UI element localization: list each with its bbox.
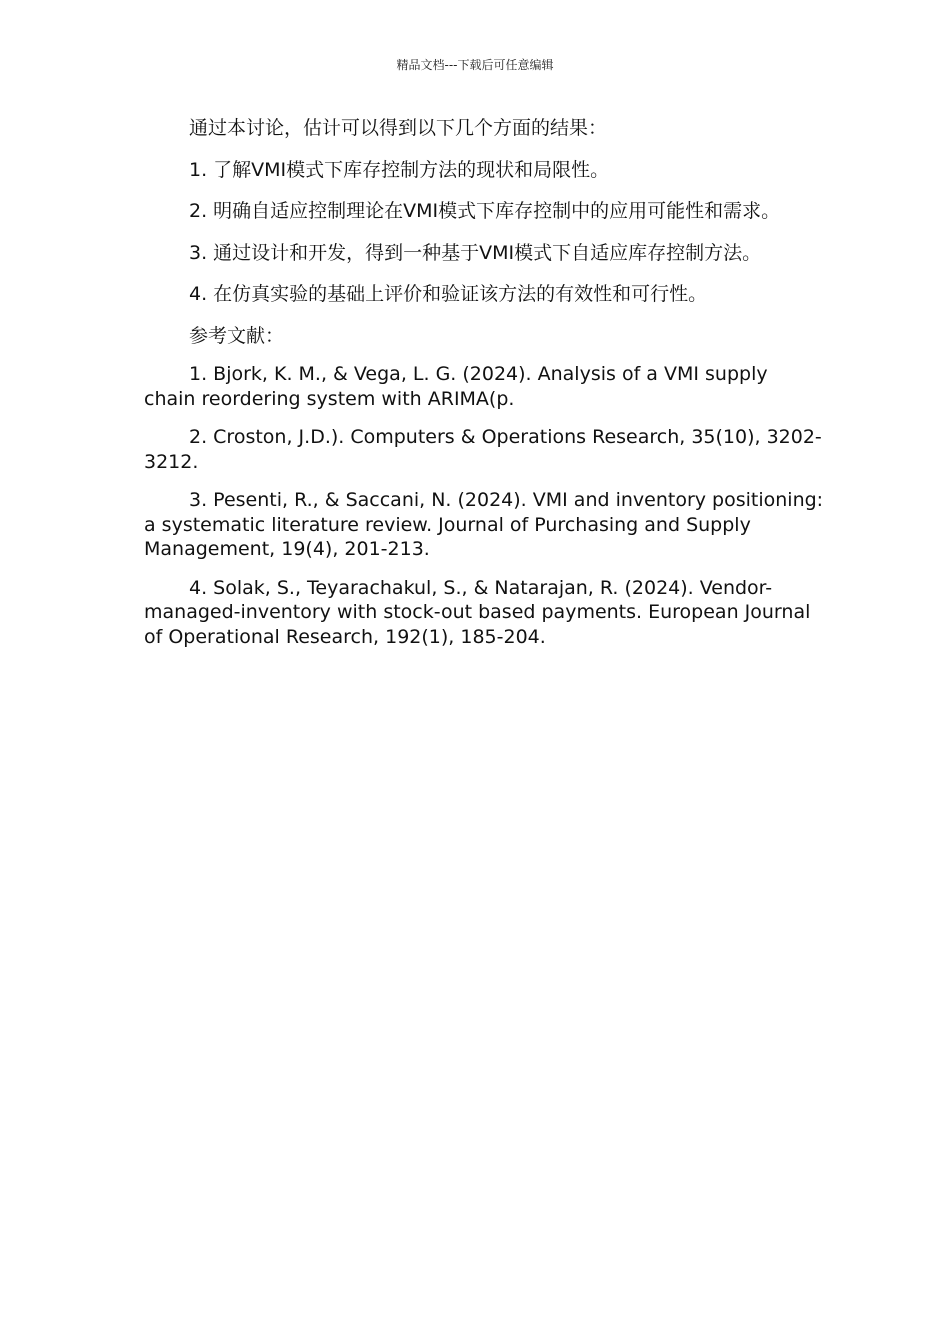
result-item-4: 4. 在仿真实验的基础上评价和验证该方法的有效性和可行性。 — [189, 283, 708, 305]
page-header: 精品文档---下载后可任意编辑 — [396, 58, 554, 72]
references-heading: 参考文献： — [189, 324, 285, 347]
document-body — [144, 116, 824, 663]
result-item-1: 1. 了解VMI模式下库存控制方法的现状和局限性。 — [189, 158, 610, 181]
result-item-3: 3. 通过设计和开发，得到一种基于VMI模式下自适应库存控制方法。 — [189, 241, 762, 264]
reference-item-1: 1. Bjork, K. M., & Vega, L. G. (2024). Analysis of a VMI supply chain reordering system with ARIMA(p. — [144, 363, 768, 410]
reference-item-2: 2. Croston, J.D.). Computers & Operations Research, 35(10), 3202-3212. — [144, 426, 822, 473]
reference-item-4: 4. Solak, S., Teyarachakul, S., & Natarajan, R. (2024). Vendor-managed-inventory with stock-out based payments. European Journal of Operational Research, 192(1), 185-204. — [144, 576, 811, 648]
result-item-2: 2. 明确自适应控制理论在VMI模式下库存控制中的应用可能性和需求。 — [189, 200, 781, 222]
intro-paragraph: 通过本讨论，估计可以得到以下几个方面的结果： — [189, 117, 608, 139]
reference-item-3: 3. Pesenti, R., & Saccani, N. (2024). VMI and inventory positioning: a systematic literature review. Journal of Purchasing and Supply Management, 19(4), 201-213. — [144, 489, 824, 560]
